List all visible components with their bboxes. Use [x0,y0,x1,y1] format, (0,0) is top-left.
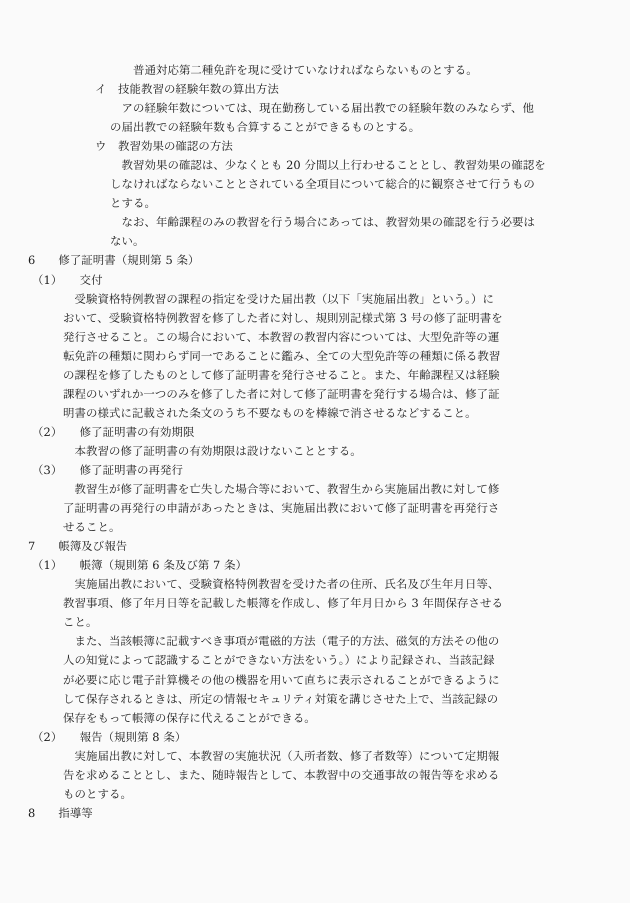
section-7-1-heading: （1） 帳簿（規則第 6 条及び第 7 条） [32,558,248,573]
section-6-2-heading: （2） 修了証明書の有効期限 [32,424,195,439]
section-8-heading: 8 指導等 [28,805,93,820]
body-line: おいて、受験資格特例教習を修了した者に対し、規則別記様式第 3 号の修了証明書を [63,310,503,325]
body-line: 本教習の修了証明書の有効期限は設けないこととする。 [63,443,362,458]
body-line: の届出教での経験年数も合算することができるものとする。 [110,120,421,135]
body-line: 了証明書の再発行の申請があったときは、実施届出教において修了証明書を再発行さ [63,501,500,516]
body-line: 発行させること。この場合において、本教習の教習内容については、大型免許等の運 [63,329,500,344]
kana-item-u-heading: ウ 教習効果の確認の方法 [95,139,233,154]
body-line: 実施届出教において、受験資格特例教習を受けた者の住所、氏名及び生年月日等、 [63,577,500,592]
body-line: アの経験年数については、現在勤務している届出教での経験年数のみならず、他 [110,101,535,116]
body-line: こと。 [63,615,98,630]
body-line: して保存されるときは、所定の情報セキュリティ対策を講じさせた上で、当該記録の [63,691,499,706]
section-6-1-heading: （1） 交付 [32,272,103,287]
body-line: 保存をもって帳簿の保存に代えることができる。 [63,710,316,725]
section-6-3-heading: （3） 修了証明書の再発行 [32,462,184,477]
section-7-heading: 7 帳簿及び報告 [28,539,128,554]
body-line: ものとする。 [63,786,132,801]
body-line: とする。 [110,196,156,211]
body-line: しなければならないこととされている全項目について総合的に観察させて行うもの [110,177,535,192]
body-line: が必要に応じ電子計算機その他の機器を用いて直ちに表示されることができるように [63,672,500,687]
document-body [0,61,630,823]
body-line: 明書の様式に記載された条文のうち不要なものを棒線で消させるなどすること。 [63,405,477,420]
body-line: 教習生が修了証明書を亡失した場合等において、教習生から実施届出教に対して修 [63,482,500,497]
body-line: 教習事項、修了年月日等を記載した帳簿を作成し、修了年月日から 3 年間保存させる [63,596,503,611]
body-line: 告を求めることとし、また、随時報告として、本教習中の交通事故の報告等を求める [63,767,500,782]
body-line: 教習効果の確認は、少なくとも 20 分間以上行わせることとし、教習効果の確認を [110,158,546,173]
body-line: 転免許の種類に関わらず同一であることに鑑み、全ての大型免許等の種類に係る教習 [63,348,501,363]
body-line: 人の知覚によって認識することができない方法をいう。）により記録され、当該記録 [63,653,495,668]
body-line: の課程を修了したものとして修了証明書を発行させること。また、年齢課程又は経験 [63,367,500,382]
body-line: なお、年齢課程のみの教習を行う場合にあっては、教習効果の確認を行う必要は [110,215,536,230]
section-6-heading: 6 修了証明書（規則第 5 条） [28,253,200,268]
body-line: ない。 [110,234,145,249]
body-line: 普通対応第二種免許を現に受けていなければならないものとする。 [110,63,478,77]
body-line: 実施届出教に対して、本教習の実施状況（入所者数、修了者数等）について定期報 [63,748,500,763]
body-line: また、当該帳簿に記載すべき事項が電磁的方法（電子的方法、磁気的方法その他の [63,634,500,649]
section-7-2-heading: （2） 報告（規則第 8 条） [32,729,187,744]
kana-item-i-heading: イ 技能教習の経験年数の算出方法 [95,82,279,97]
body-line: せること。 [63,520,121,535]
body-line: 課程のいずれか一つのみを修了した者に対して修了証明書を発行する場合は、修了証 [63,386,500,401]
body-line: 受験資格特例教習の課程の指定を受けた届出教（以下「実施届出教」という。）に [63,291,494,306]
